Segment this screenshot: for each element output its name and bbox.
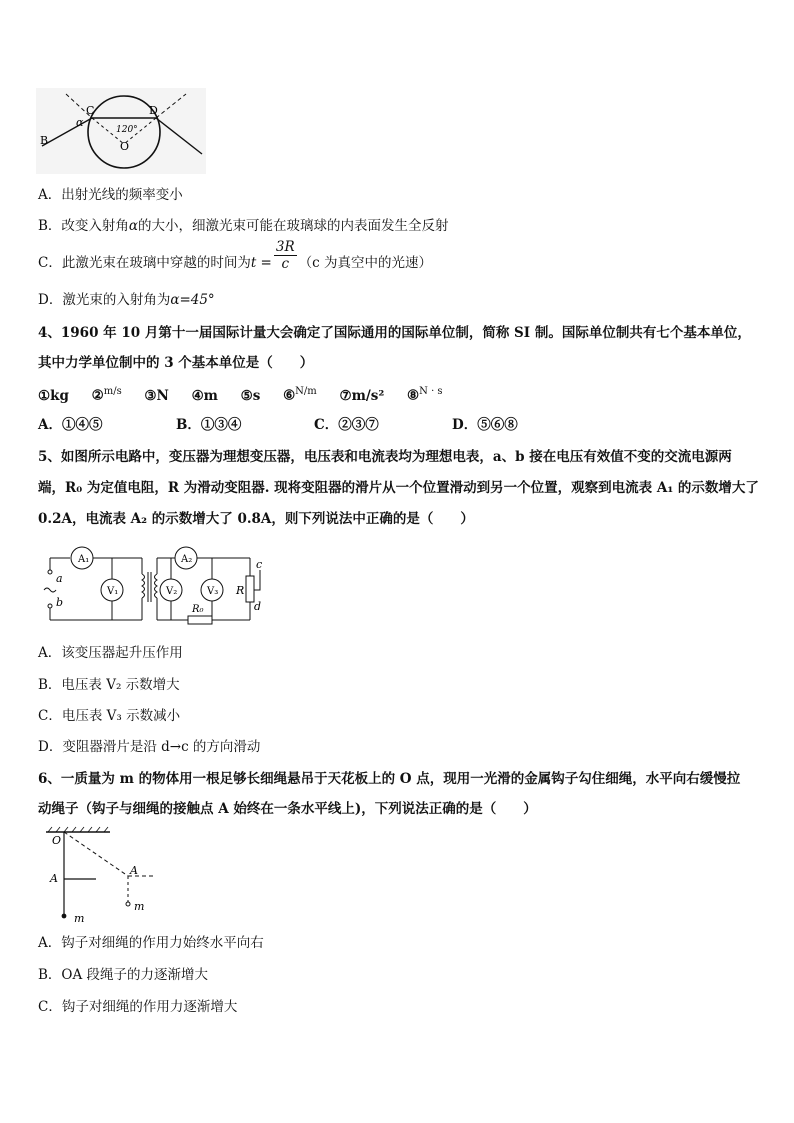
unit-2-num: ② xyxy=(91,387,104,404)
label-O: O xyxy=(120,140,130,153)
label-A-fig6: A xyxy=(50,872,58,885)
circuit-figure xyxy=(40,544,272,630)
q6-line1: 6、一质量为 m 的物体用一根足够长细绳悬吊于天花板上的 O 点，现用一光滑的金属钩子勾住细绳，水平向右缓慢拉 xyxy=(38,771,741,787)
label-O-fig6: O xyxy=(52,834,62,847)
label-V2: V₂ xyxy=(166,586,178,597)
label-d: d xyxy=(254,600,262,613)
unit-6-num: ⑥ xyxy=(283,387,296,404)
q3-c-var: t = xyxy=(250,255,272,271)
q4-option-a: A．①④⑤ xyxy=(38,417,103,433)
q3-option-b xyxy=(38,217,449,235)
label-alpha: α xyxy=(76,116,84,129)
label-m-fig6: m xyxy=(74,912,85,924)
q3-c-post: （c 为真空中的光速） xyxy=(298,255,432,271)
q3-c-pre: C．此激光束在玻璃中穿越的时间为 xyxy=(38,255,251,271)
q3-option-c xyxy=(38,239,432,272)
unit-7: ⑦m/s² xyxy=(339,387,385,404)
unit-6 xyxy=(283,386,317,404)
label-angle: 120° xyxy=(116,125,138,135)
label-A1: A₁ xyxy=(78,554,90,565)
q6-line2: 动绳子（钩子与细绳的接触点 A 始终在一条水平线上)，下列说法正确的是（ ） xyxy=(38,801,537,817)
unit-2 xyxy=(92,386,122,404)
label-b: b xyxy=(56,596,64,609)
q3-c-den: c xyxy=(281,256,290,272)
q3-c-num: 3R xyxy=(275,239,295,255)
hook-figure xyxy=(44,826,164,924)
q5-option-a: A．该变压器起升压作用 xyxy=(38,645,183,661)
label-R0: R₀ xyxy=(192,604,204,615)
label-D: D xyxy=(149,104,158,117)
q3-option-d xyxy=(38,291,215,309)
q4-line1: 4、1960 年 10 月第十一届国际计量大会确定了国际通用的国际单位制，简称 SI 制。国际单位制共有七个基本单位， xyxy=(38,325,751,341)
q5-option-b: B．电压表 V₂ 示数增大 xyxy=(38,677,180,693)
q4-line2: 其中力学单位制中的 3 个基本单位是（ ） xyxy=(38,355,314,371)
q3-d-val: α=45° xyxy=(170,292,215,308)
unit-1: ①kg xyxy=(38,387,69,404)
q3-d-pre: D．激光束的入射角为 xyxy=(38,292,171,308)
q4-option-c: C．②③⑦ xyxy=(314,417,379,433)
label-B: B xyxy=(40,134,49,147)
q6-option-a: A．钩子对细绳的作用力始终水平向右 xyxy=(38,935,264,951)
q4-option-b: B．①③④ xyxy=(176,417,242,433)
q6-option-c: C．钩子对细绳的作用力逐渐增大 xyxy=(38,999,238,1015)
unit-4: ④m xyxy=(191,387,218,404)
q3-b-pre: B．改变入射角 xyxy=(38,218,129,234)
label-C: C xyxy=(86,104,95,117)
q3-c-fraction xyxy=(274,239,297,272)
label-A2: A₂ xyxy=(181,554,193,565)
sphere-figure xyxy=(36,88,206,174)
q5-line1: 5、如图所示电路中，变压器为理想变压器，电压表和电流表均为理想电表，a、b 接在电压有效值不变的交流电源两 xyxy=(38,449,732,465)
q6-option-b: B．OA 段绳子的力逐渐增大 xyxy=(38,967,209,983)
q3-option-a: A．出射光线的频率变小 xyxy=(38,187,183,203)
unit-2-small: m/s xyxy=(103,386,122,397)
q4-option-d: D．⑤⑥⑧ xyxy=(452,417,518,433)
label-m2-fig6: m xyxy=(134,900,145,913)
unit-3: ③N xyxy=(144,387,169,404)
q4-units xyxy=(38,386,461,404)
label-A2-fig6: A xyxy=(130,864,138,877)
ac-source-icon xyxy=(44,588,56,592)
q3-b-sym: α xyxy=(128,218,139,234)
unit-8-small: N · s xyxy=(419,386,443,397)
q5-option-d: D．变阻器滑片是沿 d→c 的方向滑动 xyxy=(38,739,261,755)
q5-line3: 0.2A，电流表 A₂ 的示数增大了 0.8A，则下列说法中正确的是（ ） xyxy=(38,511,474,527)
label-R: R xyxy=(236,584,245,597)
unit-6-small: N/m xyxy=(295,386,317,397)
label-V3: V₃ xyxy=(207,586,219,597)
label-V1: V₁ xyxy=(107,586,119,597)
unit-8-num: ⑧ xyxy=(407,387,420,404)
unit-5: ⑤s xyxy=(240,387,261,404)
q3-b-post: 的大小，细激光束可能在玻璃球的内表面发生全反射 xyxy=(138,218,449,234)
q5-option-c: C．电压表 V₃ 示数减小 xyxy=(38,708,181,724)
label-a: a xyxy=(56,572,63,585)
label-c: c xyxy=(256,558,263,571)
q5-line2: 端，R₀ 为定值电阻，R 为滑动变阻器. 现将变阻器的滑片从一个位置滑动到另一个位置，观察到电流表 A₁ 的示数增大了 xyxy=(38,480,759,496)
unit-8 xyxy=(407,386,443,404)
